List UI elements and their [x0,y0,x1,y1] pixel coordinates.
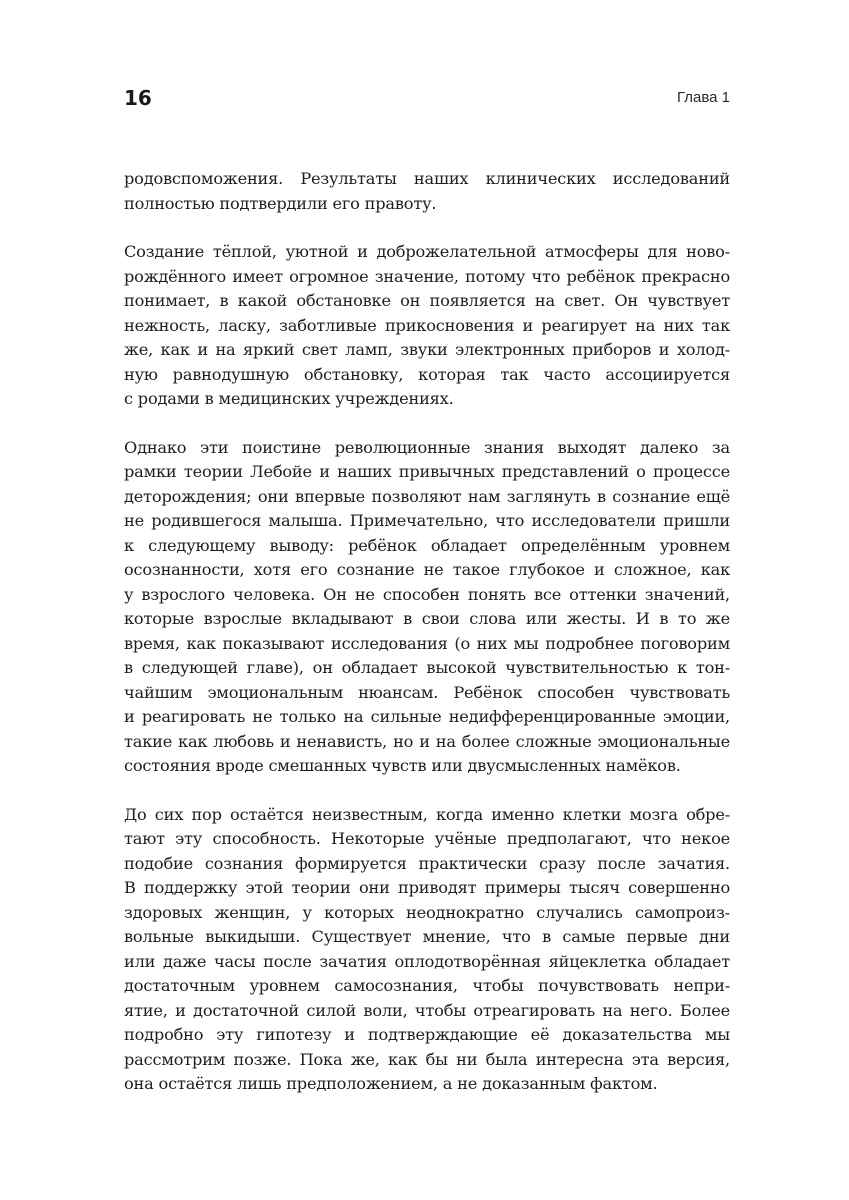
text-line: состояния вроде смешанных чувств или двусмысленных намёков. [124,756,681,775]
text-line: такие как любовь и ненависть, но и на более сложные эмоциональные [124,731,730,751]
text-line: До сих пор остаётся неизвестным, когда именно клетки мозга обре- [124,804,730,824]
text-line: понимает, в какой обстановке он появляется на свет. Он чувствует [124,291,730,310]
text-line: Создание тёплой, уютной и доброжелательной атмосферы для ново- [124,242,730,261]
text-line: полностью подтвердили его правоту. [124,193,437,213]
text-line: В поддержку этой теории они приводят примеры тысяч совершенно [124,878,730,897]
text-line: достаточным уровнем самосознания, чтобы почувствовать непри- [124,976,730,995]
paragraph [124,803,730,1097]
text-line: не родившегося малыша. Примечательно, что исследователи пришли [124,511,730,530]
page-number: 16 [124,86,152,110]
text-line: и реагировать не только на сильные недифференцированные эмоции, [124,707,730,726]
body-text [124,167,730,1121]
text-line: чайшим эмоциональным нюансам. Ребёнок способен чувствовать [124,682,730,702]
text-line: тают эту способность. Некоторые учёные предполагают, что некое [124,829,730,848]
text-line: к следующему выводу: ребёнок обладает определённым уровнем [124,535,730,555]
paragraph [124,436,730,779]
text-line: время, как показывают исследования (о них мы подробнее поговорим [124,633,730,653]
page-header [124,84,730,112]
paragraph [124,240,730,412]
chapter-label: Глава 1 [676,89,730,106]
text-line: которые взрослые вкладывают в свои слова или жесты. И в то же [124,609,730,628]
text-line: или даже часы после зачатия оплодотворённая яйцеклетка обладает [124,951,730,971]
text-line: в следующей главе), он обладает высокой чувствительностью к тон- [124,658,730,677]
text-line: с родами в медицинских учреждениях. [124,389,454,408]
text-line: она остаётся лишь предположением, а не доказанным фактом. [124,1074,658,1093]
text-line: деторождения; они впервые позволяют нам заглянуть в сознание ещё [124,486,730,506]
text-line: рамки теории Лебойе и наших привычных представлений о процессе [124,462,730,481]
text-line: нежность, ласку, заботливые прикосновения и реагирует на них так [124,315,730,335]
text-line: родовспоможения. Результаты наших клинических исследований [124,169,730,188]
text-line: здоровых женщин, у которых неоднократно случались самопроиз- [124,902,730,922]
text-line: вольные выкидыши. Существует мнение, что в самые первые дни [124,927,730,946]
text-line: у взрослого человека. Он не способен понять все оттенки значений, [124,584,730,604]
text-line: подобие сознания формируется практически сразу после зачатия. [124,853,730,873]
text-line: ную равнодушную обстановку, которая так часто ассоциируется [124,364,730,384]
text-line: подробно эту гипотезу и подтверждающие её доказательства мы [124,1025,730,1044]
text-line: рассмотрим позже. Пока же, как бы ни была интересна эта версия, [124,1049,730,1069]
text-line: ятие, и достаточной силой воли, чтобы отреагировать на него. Более [124,1000,730,1020]
text-line: рождённого имеет огромное значение, потому что ребёнок прекрасно [124,266,730,286]
text-line: же, как и на яркий свет ламп, звуки электронных приборов и холод- [124,340,730,359]
text-line: осознанности, хотя его сознание не такое глубокое и сложное, как [124,560,730,579]
text-line: Однако эти поистине революционные знания выходят далеко за [124,437,730,457]
paragraph [124,167,730,216]
